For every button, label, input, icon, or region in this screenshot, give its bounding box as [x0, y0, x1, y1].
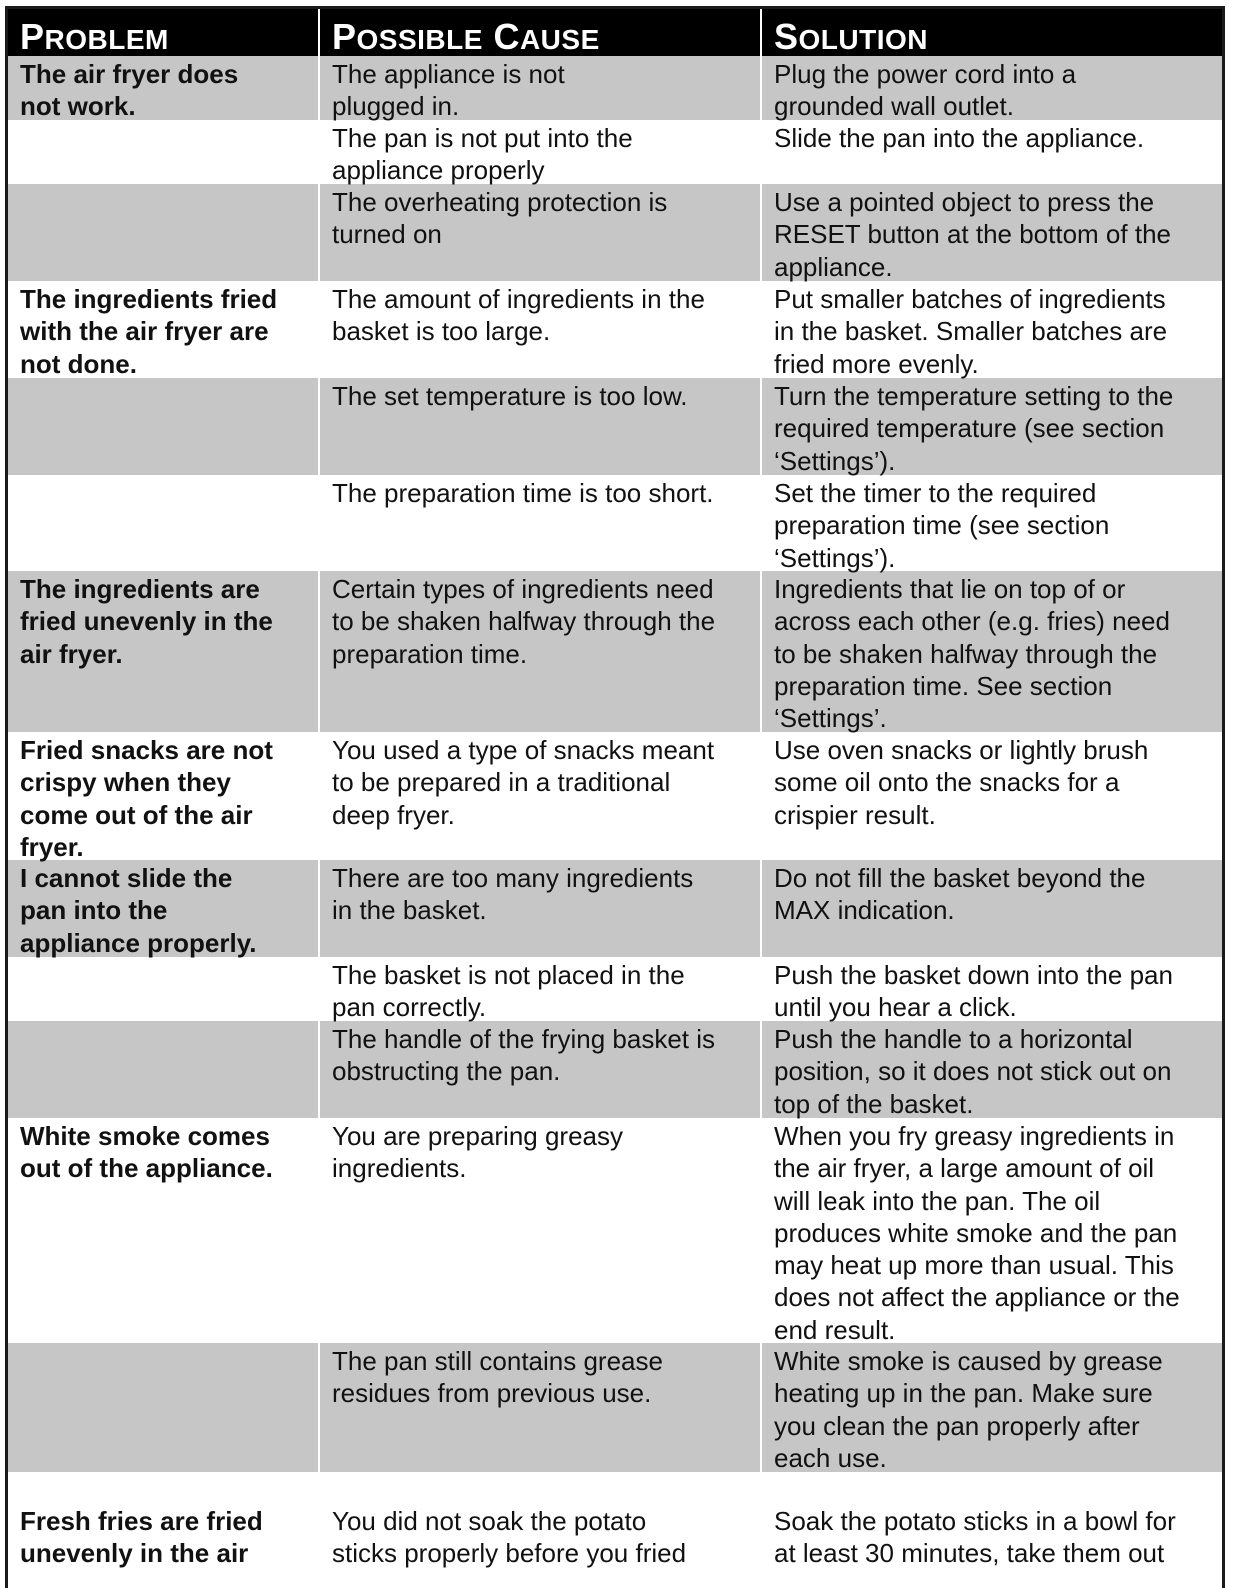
problem-cell [8, 1021, 318, 1118]
cause-cell: Certain types of ingredients need to be shaken halfway through the preparation time. [318, 571, 760, 732]
solution-cell: Put smaller batches of ingredients in the basket. Smaller batches are fried more evenly. [760, 281, 1222, 378]
table-row [8, 732, 1222, 860]
solution-cell: When you fry greasy ingredients in the air fryer, a large amount of oil will leak into the pan. The oil produces white smoke and the pan may heat up more than usual. This does not affect the appliance or the end result. [760, 1118, 1222, 1343]
solution-cell: Slide the pan into the appliance. [760, 120, 1222, 184]
table-header [8, 9, 1222, 56]
header-possible-cause: POSSIBLE CAUSE [318, 9, 760, 56]
cause-cell: You did not soak the potato sticks properly before you fried [318, 1472, 760, 1588]
cause-cell: There are too many ingredients in the basket. [318, 860, 760, 957]
header-solution: SOLUTION [760, 9, 1222, 56]
troubleshooting-table [5, 6, 1225, 1588]
cause-cell: The set temperature is too low. [318, 378, 760, 475]
table-row [8, 184, 1222, 281]
solution-cell: White smoke is caused by grease heating up in the pan. Make sure you clean the pan properly after each use. [760, 1343, 1222, 1472]
header-problem: PROBLEM [20, 16, 169, 57]
cause-cell: You are preparing greasy ingredients. [318, 1118, 760, 1343]
table-row [8, 378, 1222, 475]
table-body [8, 56, 1222, 1588]
cause-cell: The preparation time is too short. [318, 475, 760, 571]
problem-cell: Fresh fries are fried unevenly in the air [20, 1506, 263, 1569]
problem-cell [8, 184, 318, 281]
cause-cell: The overheating protection is turned on [318, 184, 760, 281]
solution-cell: Push the handle to a horizontal position, so it does not stick out on top of the basket. [760, 1021, 1222, 1118]
problem-cell: Fried snacks are not crispy when they come out of the air fryer. [20, 735, 273, 862]
table-row [8, 571, 1222, 732]
problem-cell: The ingredients fried with the air fryer are not done. [20, 284, 278, 379]
table-row [8, 120, 1222, 184]
problem-cell: The air fryer does not work. [20, 59, 239, 122]
cause-cell: The handle of the frying basket is obstructing the pan. [318, 1021, 760, 1118]
solution-cell: Push the basket down into the pan until you hear a click. [760, 957, 1222, 1021]
solution-cell: Plug the power cord into a grounded wall outlet. [760, 56, 1222, 120]
solution-cell: Ingredients that lie on top of or across each other (e.g. fries) need to be shaken halfway through the preparation time. See section ‘Settings’. [760, 571, 1222, 732]
problem-cell [8, 378, 318, 475]
cause-cell: You used a type of snacks meant to be prepared in a traditional deep fryer. [318, 732, 760, 860]
solution-cell: Use a pointed object to press the RESET button at the bottom of the appliance. [760, 184, 1222, 281]
problem-cell [8, 475, 318, 571]
table-row [8, 1343, 1222, 1472]
solution-cell: Set the timer to the required preparation time (see section ‘Settings’). [760, 475, 1222, 571]
solution-cell: Soak the potato sticks in a bowl for at least 30 minutes, take them out [760, 1472, 1222, 1588]
table-row [8, 957, 1222, 1021]
table-row [8, 860, 1222, 957]
table-row [8, 56, 1222, 120]
solution-cell: Use oven snacks or lightly brush some oil onto the snacks for a crispier result. [760, 732, 1222, 860]
problem-cell: White smoke comes out of the appliance. [20, 1121, 273, 1184]
problem-cell [8, 957, 318, 1021]
cause-cell: The pan still contains grease residues from previous use. [318, 1343, 760, 1472]
solution-cell: Do not fill the basket beyond the MAX indication. [760, 860, 1222, 957]
cause-cell: The amount of ingredients in the basket is too large. [318, 281, 760, 378]
table-row [8, 1472, 1222, 1588]
solution-cell: Turn the temperature setting to the required temperature (see section ‘Settings’). [760, 378, 1222, 475]
cause-cell: The pan is not put into the appliance properly [318, 120, 760, 184]
cause-cell: The appliance is not plugged in. [318, 56, 760, 120]
table-row [8, 475, 1222, 571]
problem-cell [8, 120, 318, 184]
problem-cell [8, 1343, 318, 1472]
table-row [8, 281, 1222, 378]
table-row [8, 1021, 1222, 1118]
table-row [8, 1118, 1222, 1343]
problem-cell: I cannot slide the pan into the appliance properly. [20, 863, 257, 958]
cause-cell: The basket is not placed in the pan correctly. [318, 957, 760, 1021]
problem-cell: The ingredients are fried unevenly in the air fryer. [20, 574, 273, 669]
